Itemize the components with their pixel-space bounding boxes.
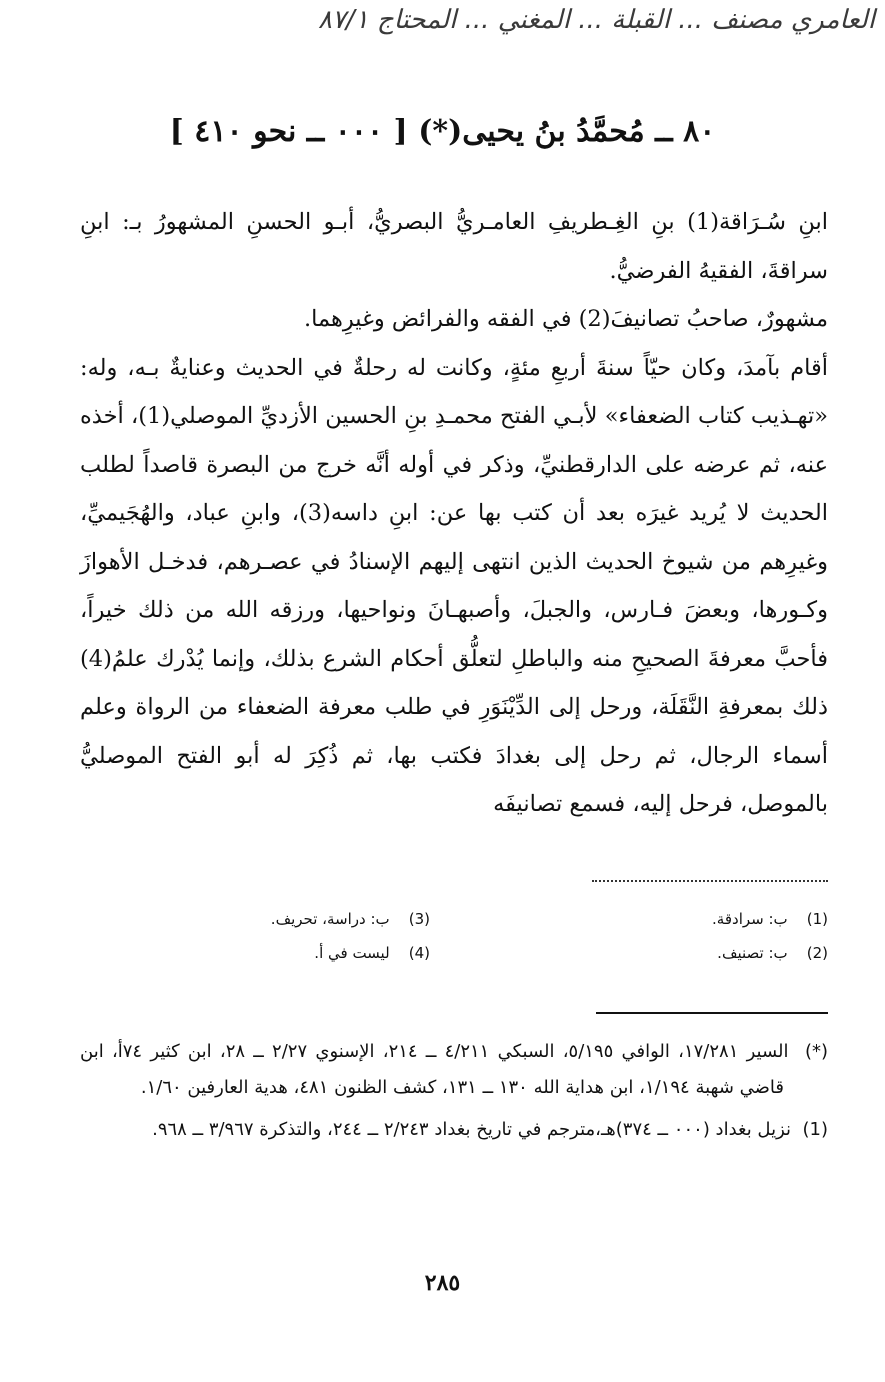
page-number: ٢٨٥ [424,1270,461,1296]
variant-text: ليست في أ. [314,944,390,962]
variant-text: ب: دراسة، تحريف. [270,910,390,928]
variant-number: (4) [408,944,430,962]
body-paragraph: أقام بآمدَ، وكان حيّاً سنةَ أربعِ مئةٍ، وكانت له رحلةٌ في الحديث وعنايةٌ بـه، وله: «تهـذيب كتاب الضعفاء» لأبـي الفتح محمـدِ بنِ الحسين الأزديِّ الموصلي(1)، أخذه عنه، ثم عرضه على الدارقطنيِّ، وذكر في أوله أنَّه خرج من البصرة قاصداً لطلب الحديث لا يُريد غيرَه بعد أن كتب بها عن: ابنِ داسه(3)، وابنِ عباد، والهُجَيميِّ، وغيرِهم من شيوخ الحديث الذين انتهى إليهم الإسنادُ في عصـرهم، فدخـل الأهوازَ وكـورها، وبعضَ فـارس، والجبلَ، وأصبهـانَ ونواحيها، ورزقه الله من ذلك خيراً، فأحبَّ معرفةَ الصحيحِ منه والباطلِ لتعلُّق أحكام الشرع بذلك، وإنما يُدْرك علمُ(4) ذلك بمعرفةِ النَّقَلَة، ورحل إلى الدِّيْنَوَرِ في طلب معرفة الضعفاء من الرواة وعلم أسماء الرجال، ثم رحل إلى بغدادَ فكتب بها، ثم ذُكِرَ له أبو الفتح الموصليُّ بالموصل، فرحل إليه، فسمع تصانيفَه [80,354,828,817]
note-marker: (*) [804,1041,829,1062]
variant-note [314,936,430,970]
footnote-rule [596,1012,828,1014]
variant-text: ب: تصنيف. [717,944,788,962]
variant-number: (1) [806,910,828,928]
dotted-separator [592,880,828,882]
variant-note [271,902,430,936]
source-note [80,1034,828,1106]
variant-note [717,936,828,970]
variant-number: (2) [806,944,828,962]
note-text: السير ١٧/٢٨١، الوافي ٥/١٩٥، السبكي ٤/٢١١ ــ ٢١٤، الإسنوي ٢/٢٧ ــ ٢٨، ابن كثير ٧٤أ، ابن قاضي شهبة ١/١٩٤، ابن هداية الله ١٣٠ ــ ١٣١، كشف الظنون ٤٨١، هدية العارفين ١/٦٠. [80,1041,789,1098]
variant-number: (3) [408,910,430,928]
entry-body [80,198,828,829]
source-notes [80,1034,828,1154]
source-note [80,1112,828,1148]
body-paragraph: ابنِ سُـرَاقة(1) بنِ الغِـطريفِ العامـريُّ البصريُّ، أبـو الحسنِ المشهورُ بـ: ابنِ سراقةَ، الفقيهُ الفرضيُّ. [80,209,828,284]
note-text: نزيل بغداد (٠٠٠ ــ ٣٧٤)هـ،مترجم في تاريخ بغداد ٢/٢٤٣ ــ ٢٤٤، والتذكرة ٣/٩٦٧ ــ ٩٦٨. [152,1119,792,1140]
note-marker: (1) [802,1119,828,1140]
variant-note [712,902,828,936]
body-paragraph: مشهورٌ، صاحبُ تصانيفَ(2) في الفقه والفرائض وغيرِهما. [304,306,828,332]
entry-title: ٨٠ ــ مُحمَّدُ بنُ يحيى(*) [ ٠٠٠ ــ نحو ٤١٠ ] [169,114,716,149]
variant-text: ب: سرادقة. [712,910,788,928]
handwritten-annotation: العامري مصنف ... القبلة ... المغني ... المحتاج ٨٧/١ [317,5,875,35]
